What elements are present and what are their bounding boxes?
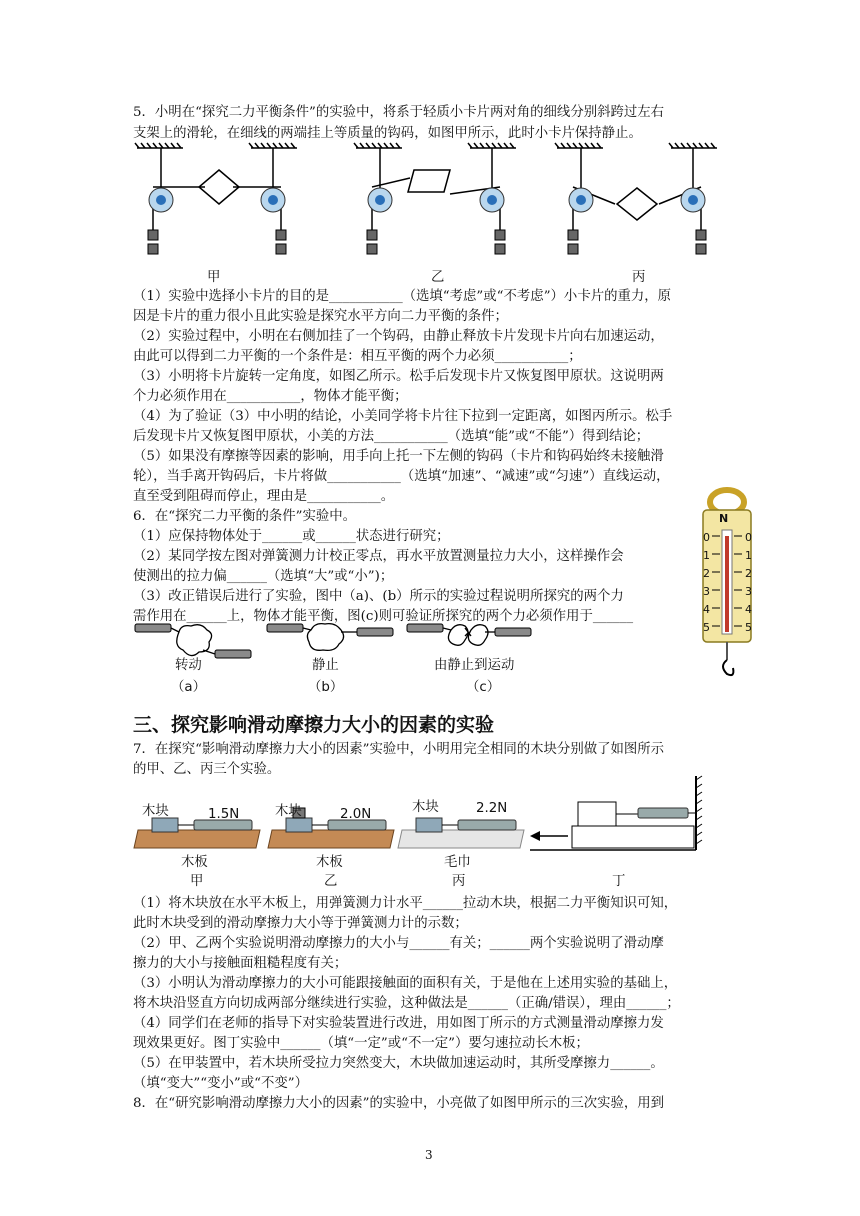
q7-item-line: （填“变大”“变小”或“不变”）	[133, 1076, 308, 1091]
q7-item-line: （2）甲、乙两个实验说明滑动摩擦力的大小与______有关；______两个实验说明了滑动摩	[133, 936, 664, 951]
q5-item-line: （1）实验中选择小卡片的目的是___________（选填“考虑”或“不考虑”）小卡片的重力，原	[133, 289, 672, 304]
q7-figure-jia	[134, 818, 260, 850]
q7-figure-bing	[398, 818, 524, 850]
q7-intro-line: 的甲、乙、丙三个实验。	[133, 762, 281, 777]
q7-item-line: （5）在甲装置中，若木块所受拉力突然变大，木块做加速运动时，其所受摩擦力______。	[133, 1056, 664, 1071]
q5-fig-label-yi: 乙	[431, 270, 445, 285]
q6-item-line: 需作用在______上，物体才能平衡，图(c)则可验证所探究的两个力必须作用于______	[133, 609, 634, 624]
q7-fig-label: 丙	[452, 874, 466, 889]
scale-tick-label: 2	[703, 567, 710, 580]
scale-tick-label: 0	[703, 531, 710, 544]
q6-fig-label-b: （b）	[308, 680, 344, 695]
q5-item-line: （2）实验过程中，小明在右侧加挂了一个钩码，由静止释放卡片发现卡片向右加速运动，	[133, 329, 664, 344]
q6-fig-caption-a: 转动	[175, 658, 202, 673]
q7-reading-label: 1.5N	[208, 807, 240, 822]
q5-figure-yi	[352, 142, 522, 262]
scale-tick-label: 1	[745, 549, 752, 562]
page-number: 3	[425, 1148, 433, 1162]
q7-item-line: （1）将木块放在水平木板上，用弹簧测力计水平______拉动木块，根据二力平衡知识可知，	[133, 896, 678, 911]
q5-item-line: （3）小明将卡片旋转一定角度，如图乙所示。松手后发现卡片又恢复图甲原状。这说明两	[133, 369, 664, 384]
scale-tick-label: 3	[703, 585, 710, 598]
q5-fig-label-jia: 甲	[207, 270, 221, 285]
scale-tick-label: 5	[745, 621, 752, 634]
q7-item-line: 此时木块受到的滑动摩擦力大小等于弹簧测力计的示数；	[133, 916, 468, 931]
scale-tick-label: 5	[703, 621, 710, 634]
q5-item-line: 后发现卡片又恢复图甲原状，小美的方法___________（选填“能”或“不能”）得到结论；	[133, 429, 650, 444]
q7-item-line: 将木块沿竖直方向切成两部分继续进行实验，这种做法是______（正确/错误），理由______；	[133, 996, 680, 1011]
q7-block-label: 木块	[412, 800, 439, 815]
q7-figure-yi	[268, 818, 394, 850]
scale-tick-label: 4	[703, 603, 710, 616]
q7-item-line: （3）小明认为滑动摩擦力的大小可能跟接触面的面积有关，于是他在上述用实验的基础上，	[133, 976, 678, 991]
q5-item-line: （4）为了验证（3）中小明的结论，小美同学将卡片往下拉到一定距离，如图丙所示。松手	[133, 409, 673, 424]
q5-item-line: 因是卡片的重力很小且此实验是探究水平方向二力平衡的条件；	[133, 309, 508, 324]
q7-figure-ding	[530, 776, 720, 852]
q5-fig-label-bing: 丙	[632, 270, 646, 285]
q7-intro-line: 7．在探究“影响滑动摩擦力大小的因素”实验中，小明用完全相同的木块分别做了如图所示	[133, 742, 665, 757]
q7-item-line: 现效果更好。图丁实验中______（填“一定”或“不一定”）要匀速拉动长木板；	[133, 1036, 589, 1051]
q7-block-label: 木块	[275, 804, 302, 819]
q6-fig-caption-b: 静止	[312, 658, 339, 673]
q7-fig-label: 丁	[612, 874, 626, 889]
q7-surface-label: 木板	[181, 855, 208, 870]
q7-fig-label: 甲	[190, 874, 204, 889]
scale-tick-right	[745, 529, 752, 637]
q7-surface-label: 木板	[316, 855, 343, 870]
q8-item-line: 8．在“研究影响滑动摩擦力大小的因素”的实验中，小亮做了如图甲所示的三次实验，用到	[133, 1096, 665, 1111]
q7-reading-label: 2.0N	[340, 807, 372, 822]
q6-fig-label-a: （a）	[171, 680, 206, 695]
q6-item-line: 使测出的拉力偏______（选填“大”或“小”)；	[133, 569, 394, 584]
q5-intro-line-1: 5．小明在“探究二力平衡条件”的实验中，将系于轻质小卡片两对角的细线分别斜跨过左右	[133, 105, 665, 120]
q5-item-line: 由此可以得到二力平衡的一个条件是：相互平衡的两个力必须___________；	[133, 349, 582, 364]
q5-figure-jia	[133, 142, 303, 262]
scale-letter-label: N	[719, 512, 729, 525]
scale-tick-label: 1	[703, 549, 710, 562]
q6-item-line: （3）改正错误后进行了实验，图中（a)、(b）所示的实验过程说明所探究的两个力	[133, 589, 624, 604]
q5-figure-bing	[553, 142, 723, 262]
scale-tick-label: 0	[745, 531, 752, 544]
q7-item-line: （4）同学们在老师的指导下对实验装置进行改进，用如图丁所示的方式测量滑动摩擦力发	[133, 1016, 664, 1031]
q7-fig-label: 乙	[324, 874, 338, 889]
q5-item-line: 轮），当手离开钩码后，卡片将做___________（选填“加速”、“减速”或“匀速”）直线运动，	[133, 469, 670, 484]
q6-item-line: 6．在“探究二力平衡的条件”实验中。	[133, 509, 357, 524]
q5-item-line: 直至受到阻碍而停止，理由是___________。	[133, 489, 395, 504]
q7-reading-label: 2.2N	[476, 801, 508, 816]
scale-tick-left	[703, 529, 710, 637]
q6-item-line: （2）某同学按左图对弹簧测力计校正零点，再水平放置测量拉力大小，这样操作会	[133, 549, 624, 564]
q5-item-line: （5）如果没有摩擦等因素的影响，用手向上托一下左侧的钩码（卡片和钩码始终未接触滑	[133, 449, 664, 464]
q5-item-line: 个力必须作用在___________，物体才能平衡；	[133, 389, 408, 404]
scale-tick-label: 2	[745, 567, 752, 580]
q5-intro-line-2: 支架上的滑轮，在细线的两端挂上等质量的钩码，如图甲所示，此时小卡片保持静止。	[133, 126, 642, 141]
scale-tick-label: 4	[745, 603, 752, 616]
scale-tick-label: 3	[745, 585, 752, 598]
q7-item-line: 擦力的大小与接触面粗糙程度有关；	[133, 956, 348, 971]
q7-surface-label: 毛巾	[444, 855, 471, 870]
section-heading: 三、探究影响滑动摩擦力大小的因素的实验	[133, 714, 495, 736]
q6-fig-label-c: （c）	[466, 680, 501, 695]
q6-item-line: （1）应保持物体处于______或______状态进行研究；	[133, 529, 450, 544]
q6-fig-caption-c: 由静止到运动	[434, 658, 515, 673]
q7-block-label: 木块	[142, 804, 169, 819]
